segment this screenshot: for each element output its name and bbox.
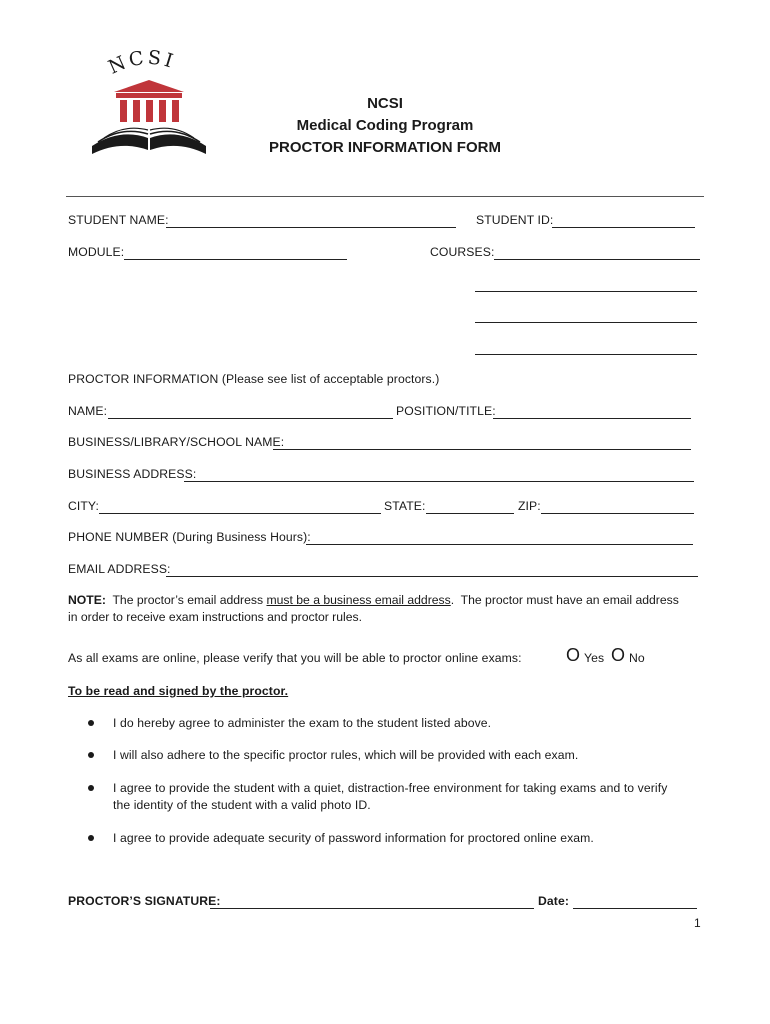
ncsi-column-book-logo-icon (84, 50, 214, 160)
ncsi-logo (84, 50, 214, 160)
agreement-heading: To be read and signed by the proctor. (68, 684, 289, 698)
email-label: EMAIL ADDRESS: (68, 562, 171, 576)
position-title-label: POSITION/TITLE: (396, 404, 496, 418)
business-address-field[interactable] (184, 481, 694, 482)
form-title: PROCTOR INFORMATION FORM (269, 139, 501, 156)
module-label: MODULE: (68, 245, 125, 259)
signature-field[interactable] (210, 908, 534, 909)
email-field[interactable] (166, 576, 698, 577)
student-name-label: STUDENT NAME: (68, 213, 169, 227)
student-id-label: STUDENT ID: (476, 213, 554, 227)
phone-label: PHONE NUMBER (During Business Hours): (68, 530, 311, 544)
yes-radio[interactable]: O (566, 645, 581, 665)
bullet-icon (88, 785, 94, 791)
courses-field-1[interactable] (494, 259, 700, 260)
page-number: 1 (694, 916, 701, 930)
city-field[interactable] (99, 513, 381, 514)
svg-text:NCSI (105, 50, 178, 79)
note-prefix: NOTE: (68, 593, 106, 607)
bullet-icon (88, 752, 94, 758)
proctor-name-label: NAME: (68, 404, 108, 418)
courses-field-4[interactable] (475, 354, 697, 355)
yes-label: Yes (584, 651, 605, 665)
note-text-2: . The proctor must have an email address (450, 593, 679, 607)
courses-field-2[interactable] (475, 291, 697, 292)
date-field[interactable] (573, 908, 697, 909)
position-title-field[interactable] (493, 418, 691, 419)
form-header (230, 93, 540, 159)
state-label: STATE: (384, 499, 426, 513)
city-label: CITY: (68, 499, 99, 513)
no-label: No (629, 651, 645, 665)
agreement-item-1: I do hereby agree to administer the exam to the student listed above. (113, 716, 492, 730)
module-field[interactable] (124, 259, 347, 260)
org-name: NCSI (367, 95, 403, 112)
state-field[interactable] (426, 513, 514, 514)
business-name-field[interactable] (273, 449, 691, 450)
note-line-1 (68, 592, 679, 609)
agreement-item-3-line-1: I agree to provide the student with a quiet, distraction-free environment for taking exams and to verify (113, 781, 668, 795)
student-name-field[interactable] (166, 227, 456, 228)
verify-question: As all exams are online, please verify that you will be able to proctor online exams: (68, 651, 522, 665)
bullet-icon (88, 720, 94, 726)
bullet-icon (88, 835, 94, 841)
logo-text: NCSI (105, 50, 179, 79)
note-line-2: in order to receive exam instructions and proctor rules. (68, 610, 362, 624)
signature-label: PROCTOR’S SIGNATURE: (68, 894, 221, 908)
program-name: Medical Coding Program (296, 117, 474, 134)
note-underlined: must be a business email address (266, 593, 451, 607)
proctor-section-label: PROCTOR INFORMATION (Please see list of acceptable proctors.) (68, 372, 440, 386)
note-text-1: The proctor’s email address (105, 593, 267, 607)
business-name-label: BUSINESS/LIBRARY/SCHOOL NAME: (68, 435, 285, 449)
courses-field-3[interactable] (475, 322, 697, 323)
header-divider (66, 196, 704, 197)
student-id-field[interactable] (552, 227, 695, 228)
courses-label: COURSES: (430, 245, 495, 259)
agreement-item-4: I agree to provide adequate security of password information for proctored online exam. (113, 831, 594, 845)
zip-label: ZIP: (518, 499, 541, 513)
date-label: Date: (538, 894, 569, 908)
agreement-item-2: I will also adhere to the specific proctor rules, which will be provided with each exam. (113, 748, 579, 762)
phone-field[interactable] (306, 544, 693, 545)
agreement-item-3-line-2: the identity of the student with a valid photo ID. (113, 798, 371, 812)
business-address-label: BUSINESS ADDRESS: (68, 467, 197, 481)
no-radio[interactable]: O (611, 645, 626, 665)
zip-field[interactable] (541, 513, 694, 514)
proctor-name-field[interactable] (108, 418, 393, 419)
